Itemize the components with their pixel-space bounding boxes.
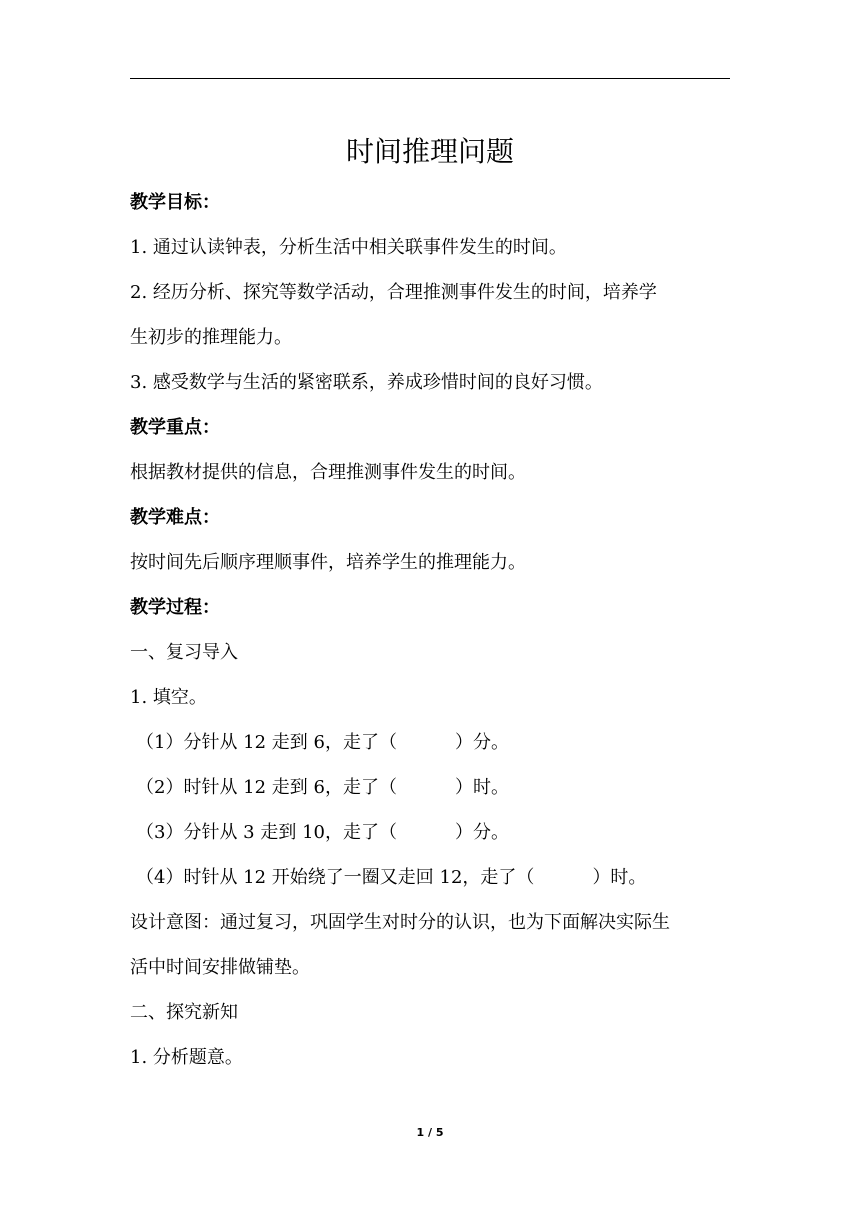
document-title: 时间推理问题 <box>345 135 514 168</box>
objectives-heading: 教学目标： <box>130 192 220 213</box>
objective-3: 3. 感受数学与生活的紧密联系，养成珍惜时间的良好习惯。 <box>130 372 603 393</box>
question-4 <box>130 858 730 903</box>
process-heading: 教学过程： <box>130 597 220 618</box>
design-intent-line-1: 设计意图：通过复习，巩固学生对时分的认识，也为下面解决实际生 <box>130 912 670 933</box>
objective-1: 1. 通过认读钟表，分析生活中相关联事件发生的时间。 <box>130 237 567 258</box>
question-3 <box>130 813 730 858</box>
part-one-heading: 一、复习导入 <box>130 642 238 663</box>
fill-blank-item: 1. 填空。 <box>130 687 207 708</box>
question-4-prefix: （4）时针从 12 开始绕了一圈又走回 12，走了（ <box>136 867 535 888</box>
keypoint-text: 根据教材提供的信息，合理推测事件发生的时间。 <box>130 462 526 483</box>
analyze-item: 1. 分析题意。 <box>130 1047 243 1068</box>
keypoint-heading: 教学重点： <box>130 417 220 438</box>
page-number: 1 / 5 <box>416 1126 444 1139</box>
question-1-prefix: （1）分针从 12 走到 6，走了（ <box>136 732 397 753</box>
question-4-suffix: ）时。 <box>592 867 647 888</box>
part-two-heading: 二、探究新知 <box>130 1002 238 1023</box>
question-3-suffix: ）分。 <box>454 822 509 843</box>
question-2-suffix: ）时。 <box>454 777 509 798</box>
objective-2-line-1: 2. 经历分析、探究等数学活动，合理推测事件发生的时间，培养学 <box>130 282 657 303</box>
difficulty-text: 按时间先后顺序理顺事件，培养学生的推理能力。 <box>130 552 526 573</box>
header-rule <box>130 78 730 79</box>
question-2-prefix: （2）时针从 12 走到 6，走了（ <box>136 777 397 798</box>
question-3-prefix: （3）分针从 3 走到 10，走了（ <box>136 822 397 843</box>
difficulty-heading: 教学难点： <box>130 507 220 528</box>
question-2 <box>130 768 730 813</box>
objective-2-line-2: 生初步的推理能力。 <box>130 327 292 348</box>
document-body <box>130 183 730 1083</box>
question-1 <box>130 723 730 768</box>
design-intent-line-2: 活中时间安排做铺垫。 <box>130 957 310 978</box>
question-1-suffix: ）分。 <box>454 732 509 753</box>
